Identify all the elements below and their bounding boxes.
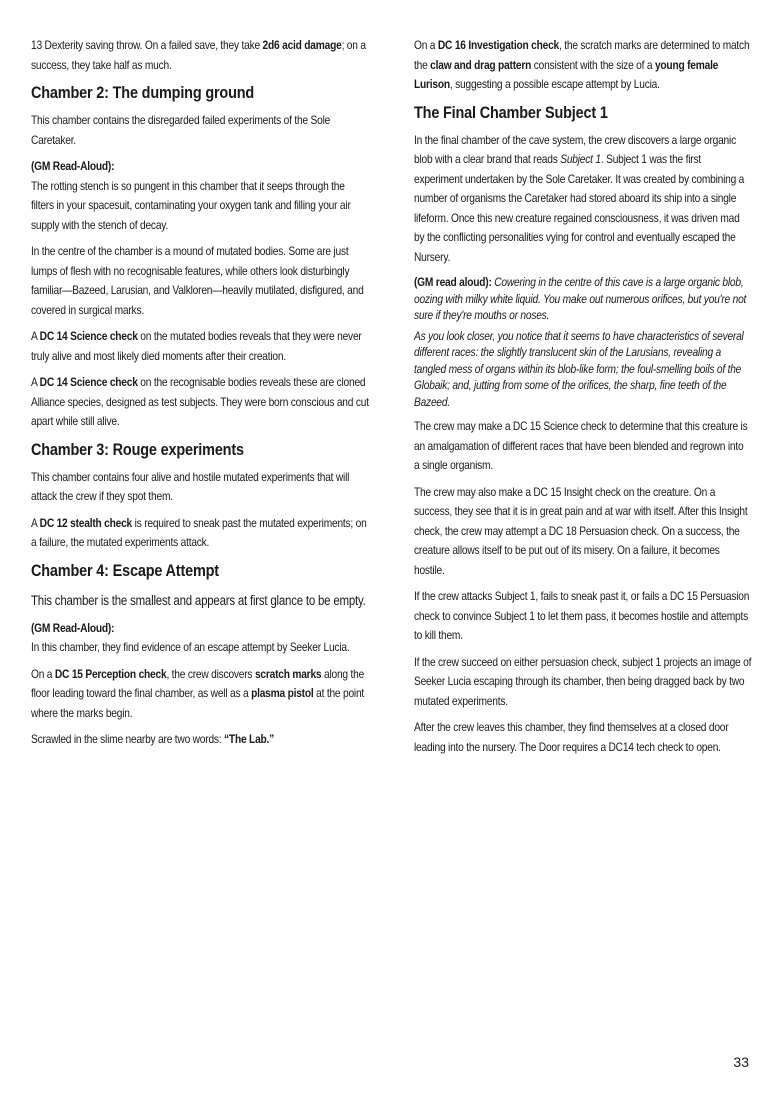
right-column bbox=[414, 36, 751, 764]
heading-chamber-2: Chamber 2: The dumping ground bbox=[31, 83, 255, 102]
left-column bbox=[31, 36, 369, 757]
paragraph: The crew may make a DC 15 Science check to determine that this creature is an amalgamation of different races that have been blended and regrown into a single organism. bbox=[414, 419, 748, 472]
gm-read-aloud-continued: As you look closer, you notice that it seems to have characteristics of several different races: the slightly translucent skin of the Larusians, revealing a tangled mess of organs within its blob-like form; the foul-smelling boils of the Globaik; and, jutting from some of the orifices, the sharp, fine teeth of the Bazeed. bbox=[414, 328, 744, 409]
heading-chamber-4: Chamber 4: Escape Attempt bbox=[31, 560, 219, 580]
paragraph: A DC 12 stealth check is required to sneak past the mutated experiments; on a failure, the mutated experiments attack. bbox=[31, 515, 367, 549]
paragraph: If the crew attacks Subject 1, fails to sneak past it, or fails a DC 15 Persuasion check to convince Subject 1 to let them pass, it becomes hostile and attempts to kill them. bbox=[414, 589, 750, 642]
gm-read-aloud: (GM Read-Aloud): The rotting stench is so pungent in this chamber that it seeps through the filters in your spacesuit, contaminating your oxygen tank and filling your air supply with the stench of decay. bbox=[31, 157, 369, 235]
gm-read-aloud: (GM Read-Aloud): In this chamber, they find evidence of an escape attempt by Seeker Lucia. bbox=[31, 619, 369, 658]
paragraph: A DC 14 Science check on the recognisable bodies reveals these are cloned Alliance species, designed as test subjects. They were born conscious and cut apart while still alive. bbox=[31, 375, 369, 428]
gm-label: (GM Read-Aloud): bbox=[31, 159, 115, 173]
heading-chamber-3: Chamber 3: Rouge experiments bbox=[31, 439, 244, 459]
paragraph: Scrawled in the slime nearby are two words: “The Lab.” bbox=[31, 732, 275, 746]
paragraph: 13 Dexterity saving throw. On a failed save, they take 2d6 acid damage; on a success, they take half as much. bbox=[31, 38, 366, 72]
paragraph: After the crew leaves this chamber, they find themselves at a closed door leading into the nursery. The Door requires a DC14 tech check to open. bbox=[414, 720, 729, 754]
paragraph: On a DC 15 Perception check, the crew discovers scratch marks along the floor leading toward the final chamber, as well as a plasma pistol at the point where the marks begin. bbox=[31, 666, 365, 720]
paragraph: In the final chamber of the cave system, the crew discovers a large organic blob with a clear brand that reads Subject 1. Subject 1 was the first experiment undertaken by the Sole Caretaker. It was created by combining a number of organisms the Caretaker had stored aboard its ship into a single lifeform. Once this new creature regained consciousness, it was driven mad by the conflicting personalities vying for control and eventually escaped the Nursery. bbox=[414, 132, 745, 264]
gm-read-aloud: (GM read aloud): Cowering in the centre of this cave is a large organic blob, oozing with milky white liquid. You make out numerous orifices, but you're not sure if they're mouths or noses. bbox=[414, 275, 747, 322]
gm-label: (GM read aloud): bbox=[414, 275, 492, 289]
paragraph: On a DC 16 Investigation check, the scratch marks are determined to match the claw and drag pattern consistent with the size of a young female Lurison, suggesting a possible escape attempt by Lucia. bbox=[414, 38, 750, 91]
heading-final-chamber: The Final Chamber Subject 1 bbox=[414, 102, 608, 122]
paragraph: A DC 14 Science check on the mutated bodies reveals that they were never truly alive and most likely died moments after their creation. bbox=[31, 329, 362, 363]
page-number: 33 bbox=[733, 1054, 749, 1070]
paragraph: The crew may also make a DC 15 Insight check on the creature. On a success, they see that it is in great pain and at war with itself. After this Insight check, the crew may attempt a DC 18 Persuasion check. On a success, the creature allows itself to be put out of its misery. On a failure, it becomes hostile. bbox=[414, 484, 748, 577]
paragraph: This chamber contains the disregarded failed experiments of the Sole Caretaker. bbox=[31, 113, 331, 147]
paragraph: This chamber contains four alive and hostile mutated experiments that will attack the crew if they spot them. bbox=[31, 469, 350, 503]
paragraph: In the centre of the chamber is a mound of mutated bodies. Some are just lumps of flesh with no recognisable features, while others look disturbingly familiar—Bazeed, Larusian, and Valkloren—heavily mutilated, disfigured, and covered in surgical marks. bbox=[31, 244, 364, 317]
paragraph: This chamber is the smallest and appears at first glance to be empty. bbox=[31, 592, 366, 608]
gm-label: (GM Read-Aloud): bbox=[31, 620, 115, 635]
paragraph: If the crew succeed on either persuasion check, subject 1 projects an image of Seeker Lucia escaping through its chamber, then being dragged back by two mutated experiments. bbox=[414, 654, 752, 708]
